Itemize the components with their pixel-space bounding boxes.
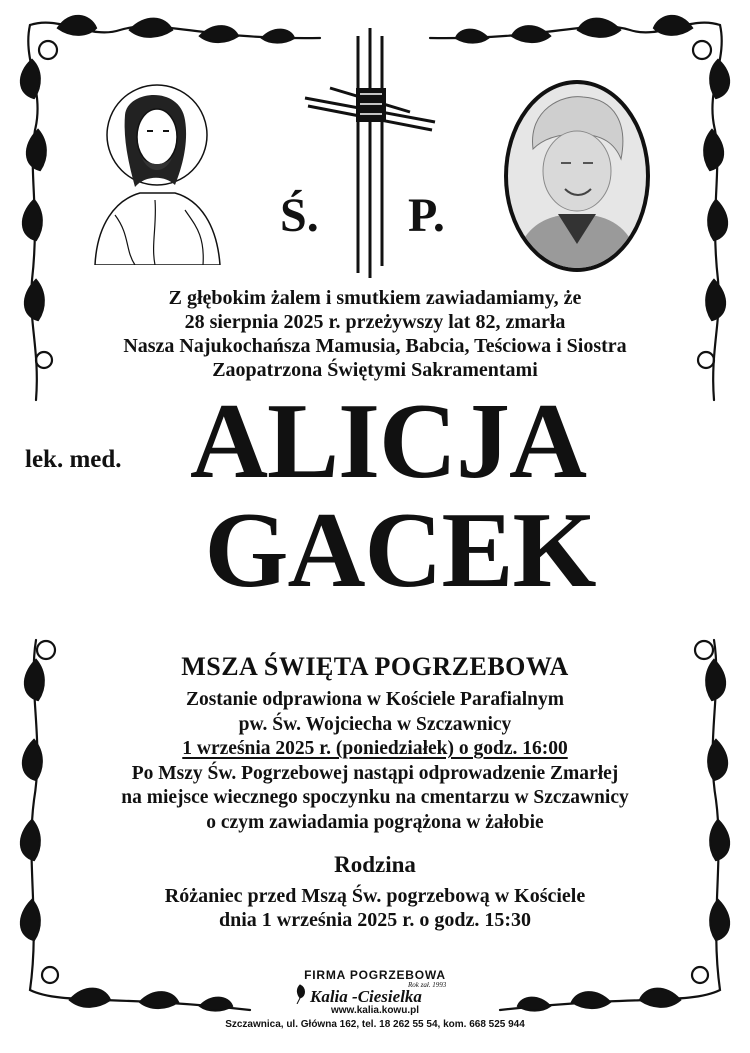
intro-line-1: Z głębokim żalem i smutkiem zawiadamiamy, że [168, 287, 582, 309]
funeral-home-address: Szczawnica, ul. Główna 162, tel. 18 262 55 54, kom. 668 525 944 [225, 1019, 525, 1030]
jesus-portrait-illustration [85, 75, 225, 265]
mass-date-line: 1 września 2025 r. (poniedziałek) o godz. 16:00 [182, 738, 568, 760]
rosary-line-2: dnia 1 września 2025 r. o godz. 15:30 [218, 909, 532, 931]
rosary-line-1: Różaniec przed Mszą Św. pogrzebową w Kościele [164, 885, 586, 907]
rosary-info [0, 884, 750, 932]
intro-line-2: 28 sierpnia 2025 r. przeżywszy lat 82, zmarła [184, 311, 566, 333]
sp-letter-p: P. [408, 189, 445, 242]
sp-letter-s: Ś. [280, 189, 319, 242]
mass-line-5: na miejsce wiecznego spoczynku na cmentarzu w Szczawnicy [121, 787, 629, 809]
funeral-home-brand: Kalia -Ciesielka [310, 987, 422, 1006]
funeral-home-website[interactable]: www.kalia.kowu.pl [331, 1005, 419, 1016]
family-signature: Rodzina [334, 852, 416, 877]
funeral-home-label: FIRMA POGRZEBOWA [304, 968, 446, 982]
deceased-photo [503, 79, 651, 273]
mass-line-1: Zostanie odprawiona w Kościele Parafialnym [185, 689, 565, 710]
intro-line-4: Zaopatrzona Świętymi Sakramentami [212, 359, 538, 381]
mass-line-4: Po Mszy Św. Pogrzebowej nastąpi odprowadzenie Zmarłej [131, 762, 619, 784]
intro-line-3: Nasza Najukochańsza Mamusia, Babcia, Teściowa i Siostra [123, 335, 627, 357]
founded-note: Rok zał. 1993 [408, 981, 447, 989]
academic-title: lek. med. [25, 446, 122, 473]
mass-details [0, 688, 750, 836]
mass-line-6: o czym zawiadamia pogrążona w żałobie [206, 811, 544, 833]
deceased-first-name: ALICJA [190, 382, 587, 501]
deceased-last-name: GACEK [204, 491, 596, 610]
announcement-intro [0, 286, 750, 382]
calla-lily-icon [292, 984, 308, 1004]
mass-heading: MSZA ŚWIĘTA POGRZEBOWA [181, 652, 569, 681]
mass-line-2: pw. Św. Wojciecha w Szczawnicy [238, 713, 512, 735]
